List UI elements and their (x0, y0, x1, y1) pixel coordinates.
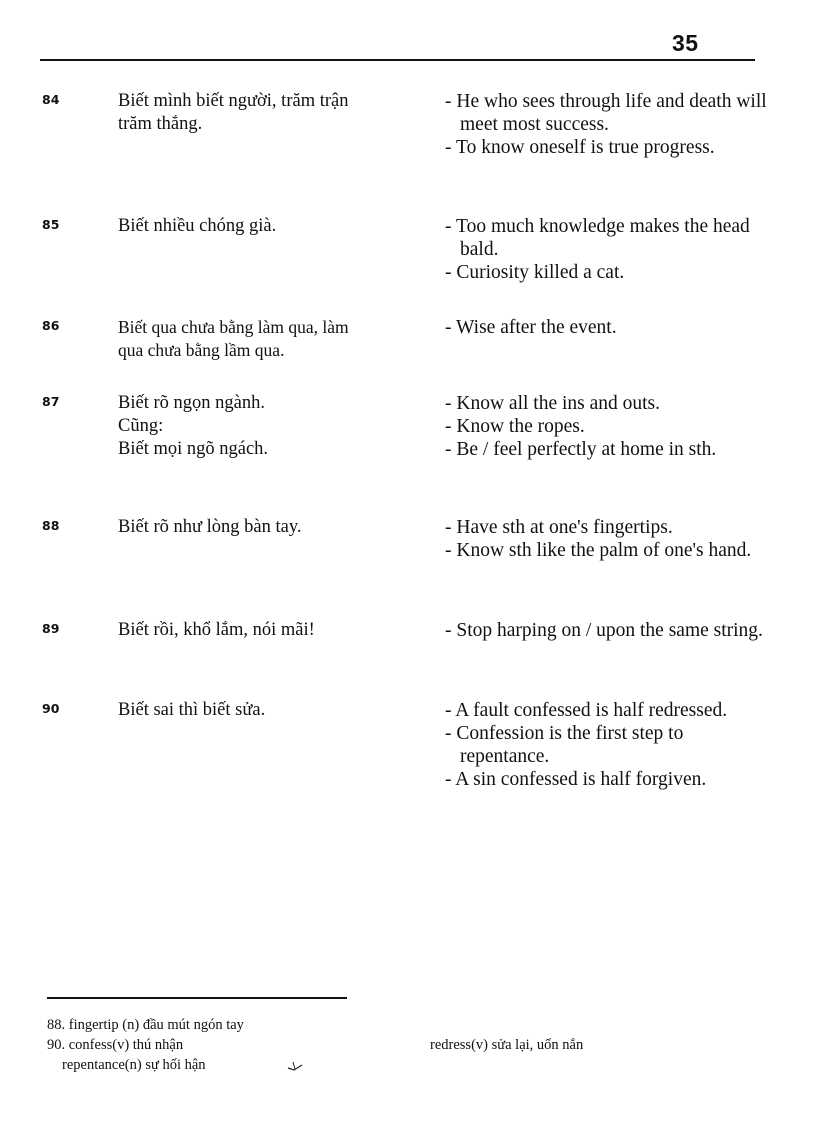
vietnamese-proverb (118, 699, 430, 722)
english-equivalent: - Know all the ins and outs. (440, 392, 770, 415)
proverb-line: Biết qua chưa bằng làm qua, làm (118, 317, 349, 337)
footnote-line (47, 1035, 787, 1055)
footnote-text: 88. fingertip (n) đầu mút ngón tay (47, 1017, 244, 1033)
english-equivalent: - To know oneself is true progress. (440, 136, 770, 159)
english-equivalents (440, 619, 770, 642)
english-equivalent: - Have sth at one's fingertips. (440, 516, 770, 539)
footnote-rule (47, 997, 347, 999)
english-equivalent: - Know sth like the palm of one's hand. (440, 539, 770, 562)
proverb-line: Biết mọi ngõ ngách. (118, 439, 269, 459)
english-equivalent: - A sin confessed is half forgiven. (440, 768, 770, 791)
vietnamese-proverb (118, 516, 430, 539)
english-equivalent: - Know the ropes. (440, 415, 770, 438)
vietnamese-proverb (118, 316, 430, 362)
proverb-line: Biết mình biết người, trăm trận (118, 91, 349, 111)
english-equivalent: - Be / feel perfectly at home in sth. (440, 438, 770, 461)
footnote-line (47, 1015, 787, 1035)
english-equivalents (440, 90, 770, 159)
pen-mark (286, 1059, 306, 1073)
vietnamese-proverb (118, 619, 430, 642)
proverb-line: qua chưa bằng lầm qua. (118, 340, 285, 360)
footnote-text: redress(v) sửa lại, uốn nắn (430, 1037, 584, 1053)
entry-number: 87 (42, 394, 60, 409)
proverb-line: Biết sai thì biết sửa. (118, 700, 266, 720)
footnote-line (47, 1055, 787, 1075)
vietnamese-proverb (118, 215, 430, 238)
vietnamese-proverb (118, 392, 430, 461)
proverb-line: trăm thắng. (118, 114, 203, 134)
english-equivalents (440, 316, 770, 339)
english-equivalent: - He who sees through life and death will meet most success. (440, 90, 770, 136)
entry-number: 88 (42, 518, 60, 533)
english-equivalents (440, 392, 770, 461)
english-equivalent: - Confession is the first step to repentance. (440, 722, 770, 768)
english-equivalents (440, 516, 770, 562)
proverb-line: Biết rõ ngọn ngành. (118, 393, 265, 413)
entry-number: 85 (42, 217, 60, 232)
proverb-line: Biết nhiều chóng già. (118, 216, 277, 236)
entry-number: 84 (42, 92, 60, 107)
footnotes (47, 1015, 787, 1075)
footnote-text: 90. confess(v) thú nhận (47, 1037, 184, 1053)
entry-number: 89 (42, 621, 60, 636)
proverb-line: Biết rõ như lòng bàn tay. (118, 517, 302, 537)
proverb-line: Biết rồi, khổ lắm, nói mãi! (118, 620, 315, 640)
footnote-text: repentance(n) sự hối hận (62, 1057, 206, 1073)
english-equivalent: - Wise after the event. (440, 316, 770, 339)
entry-number: 90 (42, 701, 60, 716)
page-number: 35 (672, 30, 699, 56)
english-equivalent: - Too much knowledge makes the head bald. (440, 215, 770, 261)
header-rule (40, 59, 755, 61)
english-equivalents (440, 699, 770, 791)
english-equivalent: - Stop harping on / upon the same string. (440, 619, 770, 642)
english-equivalents (440, 215, 770, 284)
english-equivalent: - A fault confessed is half redressed. (440, 699, 770, 722)
proverb-line: Cũng: (118, 416, 164, 436)
entry-number: 86 (42, 318, 60, 333)
vietnamese-proverb (118, 90, 430, 136)
english-equivalent: - Curiosity killed a cat. (440, 261, 770, 284)
